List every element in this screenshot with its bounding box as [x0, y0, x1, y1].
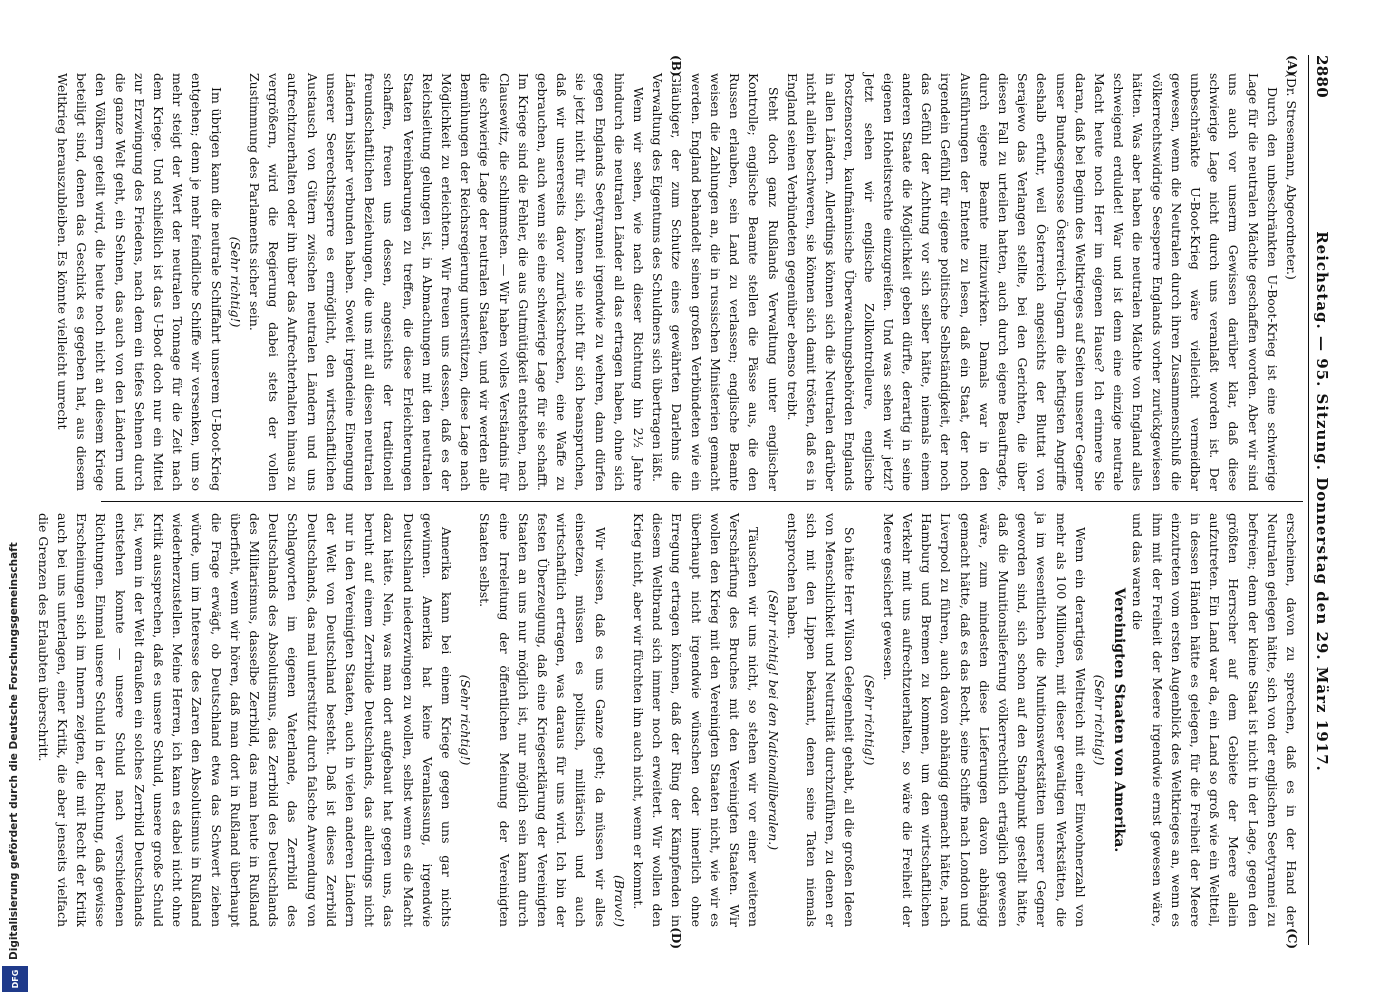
paragraph: Wir wissen, daß es uns Ganze geht; da müssen wir alles einsetzen, müssen es politisch, militärisch und auch wirtschaftlich ertragen, was daraus für uns wird. Ich bin der festen Überzeugung, daß eine Kriegserklärung der Vereinigten Staaten an uns nur möglich ist, nur möglich sein kann durch eine Irreleitung der öffentlichen Meinung der Vereinigten Staaten selbst. [477, 513, 608, 927]
paragraph: Täuschen wir uns nicht, so stehen wir vor einer weiteren Verschärfung des Bruches mit den Vereinigten Staaten. Wir wollen den Krieg mit den Vereinigten Staaten nicht, wie wir es überhaupt nicht irgendwie wünschen oder innerlich ohne Erregung ertragen können, daß der Ring der Kämpfenden in diesem Weltbrand sich immer noch erweitert. Wir wollen den Krieg nicht, aber wir fürchten ihn auch nicht, wenn er kommt. [631, 513, 762, 927]
paragraph: (Dr. Stresemann, Abgeordneter.) [1284, 73, 1299, 280]
page-number: 2880 [1313, 55, 1331, 98]
margin-marker-b: (B) [669, 55, 683, 77]
paragraph: Durch den unbeschränkten U-Boot-Krieg ist eine schwierige Lage für die neutralen Mächte geschaffen worden. Aber wir sind uns auch vor unserm Gewissen darüber klar, daß diese schwierige Lage nicht durch uns veranlaßt worden ist. Der unbeschränkte U-Boot-Krieg wäre vielleicht vermeidbar gewesen, wenn die Neutralen durch ihren Zusammenschluß die völkerrechtswidrige Seesperre Englands vorher zurückgewiesen hätten. Was aber haben die neutralen Mächte von England alles schweigend erduldet! War und ist denn eine einzige neutrale Macht heute noch Herr im eigenen Hause? Ich erinnere Sie daran, daß bei Beginn des Weltkrieges auf Seiten unserer Gegner unser Bundesgenosse Österreich-Ungarn die heftigsten Angriffe deshalb erfuhr, weil Österreich angesichts der Bluttat von Serajewo das Verlangen stellte, bei den Gerichten, die über diesen Fall zu urteilen hatten, auch durch eigene Beauftragte, durch eigene Beamte mitzuwirken. Damals war in den Ausführungen der Entente zu lesen, daß ein Staat, der noch irgendein Gefühl für eigene politische Selbständigkeit, der noch das Gefühl der Achtung vor sich selber hätte, niemals einem anderen Staate die Möglichkeit geben dürfte, derartig in seine eigenen Hoheitsrechte einzugreifen. Und was sehen wir jetzt? Jetzt sehen wir englische Zollkontrolleure, englische Postzensoren, kaufmännische Überwachungsbehörden Englands in allen Ländern. Allerdings können sich die Neutralen darüber nicht allein beschweren, sie können sich damit trösten, daß es in England seinen Verbündeten gegenüber ebenso treibt. [784, 73, 1280, 491]
digitization-credit [8, 140, 23, 960]
paragraph: (Sehr richtig!) [458, 674, 474, 766]
paragraph: Wenn ein derartiges Weltreich mit einer Einwohnerzahl von mehr als 100 Millionen, mit dieser gewaltigen Werkstätten, die ja im wesentlichen die Munitionswerkstätten unserer Gegner geworden sind, sich schon auf den Standpunkt gestellt hätte, daß die Munitionslieferung völkerrechtlich erträglich gewesen wäre, zum mindesten diese Lieferungen davon abhängig gemacht hätte, daß es das Recht, seine Schiffe nach London und Liverpool zu führen, auch davon abhängig gemacht hätte, nach Hamburg und Bremen zu kommen, um den wirtschaftlichen Verkehr mit uns aufrechtzuerhalten, so wäre die Freiheit der Meere gesichert gewesen. [880, 513, 1088, 927]
newspaper-page [35, 55, 1335, 949]
column-divider [101, 501, 1303, 502]
page-header [1308, 55, 1335, 945]
digitization-credit-text: Digitalisierung gefördert durch die Deutsche Forschungsgemeinschaft [8, 542, 20, 960]
margin-marker-c: (C) [1285, 928, 1299, 949]
paragraph: (Sehr richtig!) [227, 236, 243, 328]
paragraph: (Sehr richtig!) [1091, 674, 1107, 766]
paragraph: So hätte Herr Wilson Gelegenheit gehabt, all die großen Ideen von Menschlichkeit und Neutralität durchzuführen, zu denen er sich mit den Lippen bekannt, denen seine Taten niemals entsprochen haben. [784, 513, 858, 927]
dfg-logo [2, 966, 28, 992]
paragraph: Vereinigten Staaten von Amerika. [1111, 587, 1128, 853]
paragraph: Wenn wir sehen, wie nach dieser Richtung hin 2½ Jahre hindurch die neutralen Länder all das ertragen haben, ohne sich gegen Englands Seetyrannei irgendwie zu wehren, dann dürfen sie jetzt nicht für sich, können sie nicht für sich beanspruchen, daß wir unsererseits davor zurückschrecken, eine Waffe zu gebrauchen, auch wenn sie eine schwierige Lage für sie schafft. Im Kriege sind die Fehler, die aus Gutmütigkeit entstehen, nach Clausewitz, die schlimmsten. — Wir haben volles Verständnis für die schwierige Lage der neutralen Staaten, und wir werden alle Bemühungen der Reichsregierung unterstützen, diese Lage nach Möglichkeit zu erleichtern. Wir freuen uns dessen, daß es der Reichsleitung gelungen ist, in Abmachungen mit den neutralen Staaten Vereinbarungen zu treffen, die diese Erleichterungen schaffen, freuen uns dessen, angesichts der traditionell freundschaftlichen Beziehungen, die uns mit all diesen neutralen Ländern bisher verbunden haben. Soweit irgendeine Einengung unserer Seerechtssperre es ermöglicht, den wirtschaftlichen Austausch von Gütern zwischen neutralen Ländern und uns aufrechtzuerhalten oder ihn über das Aufrechterhalten hinaus zu vergrößern, wird die Regierung dabei stets der vollen Zustimmung des Parlaments sicher sein. [247, 73, 647, 491]
paragraph: Im übrigen kann die neutrale Schiffahrt unserem U-Boot-Krieg entgehen; denn je mehr feindliche Schiffe wir versenken, um so mehr steigt der Wert der neutralen Tonnage für die Zeit nach dem Kriege. Und schließlich ist das U-Boot doch nur ein Mittel zur Erzwingung des Friedens, nach dem ein tiefes Sehnen durch die ganze Welt geht, ein Sehnen, das auch von den Ländern und den Völkern geteilt wird, die heute noch nicht an diesem Kriege beteiligt sind, denen das Geschick es gegeben hat, aus diesem Weltkrieg herauszubleiben. Es könnte vielleicht unrecht [55, 73, 224, 491]
left-text-column [55, 73, 1301, 491]
dfg-logo-text: DFG [10, 969, 20, 989]
paragraph: erscheinen, davon zu sprechen, daß es in der Hand der Neutralen gelegen hätte, sich von der englischen Seetyrannei zu befreien; denn der kleine Staat ist nicht in der Lage, gegen den größten Herrscher auf dem Gebiete der Meere allein aufzutreten. Ein Land war da, ein Land so groß wie ein Weltteil, in dessen Händen hätte es gelegen, für die Freiheit der Meere einzutreten vom ersten Augenblick des Weltkrieges an, wenn es ihm mit der Freiheit der Meere irgendwie ernst gewesen wäre, und das waren die [1130, 513, 1299, 927]
margin-marker-a: (A) [1285, 55, 1299, 76]
right-text-column [35, 513, 1301, 927]
paragraph: Steht doch ganz Rußlands Verwaltung unter englischer Kontrolle; englische Beamte stellen die Pässe aus, die den Russen erlauben, sein Land zu verlassen; englische Beamte weisen die Zahlungen an, die in russischen Ministerien gemacht werden. England behandelt seinen großen Verbündeten wie ein Gläubiger, der zum Schutze eines gewährten Darlehns die Verwaltung des Eigentums des Schuldners sich übertragen läßt. [650, 73, 781, 491]
page-running-title: Reichstag. — 95. Sitzung. Donnerstag den 29. März 1917. [1313, 231, 1331, 772]
margin-marker-d: (D) [669, 927, 683, 949]
paragraph: (Sehr richtig!) [861, 674, 877, 766]
paragraph: (Bravo!) [611, 875, 627, 927]
paragraph: Amerika kann bei einem Kriege gegen uns gar nichts gewinnen. Amerika hat keine Veranlassung, irgendwie Deutschland niederzwingen zu wollen, selbst wenn es die Macht dazu hätte. Nein, was man dort aufgebaut hat gegen uns, das beruht auf einem Zerrbilde Deutschlands, das allerdings nicht nur in den Vereinigten Staaten, auch in vielen anderen Ländern der Welt von Deutschland besteht. Daß ist dieses Zerrbild Deutschlands, das mal unterstützt durch falsche Anwendung von Schlagworten im eigenen Vaterlande, das Zerrbild des Deutschlands des Absolutismus, das Zerrbild des Deutschlands des Militarismus, dasselbe Zerrbild, das man heute in Rußland überfieht, wenn wir hören, daß man dort in Rußland überhaupt die Frage erwägt, ob Deutschland etwa das Schwert ziehen würde, um im Interesse des Zaren den Absolutismus in Rußland wiederherzustellen. Meine Herren, ich kann es dabei nicht ohne Kritik aussprechen, daß es unsere Schuld, unsere große Schuld ist, wenn in der Welt draußen ein solches Zerrbild Deutschlands entstehen konnte — unsere Schuld nach verschiedenen Richtungen. Einmal unsere Schuld in der Richtung, daß gewisse Erscheinungen sich im Innern zeigten, die mit Recht der Kritik auch bei uns unterlagen, einer Kritik, die aber jenseits vielfach die Grenzen des Erlaubten überschritt. [35, 513, 455, 927]
paragraph: (Sehr richtig! bei den Nationalliberalen.) [765, 589, 781, 851]
